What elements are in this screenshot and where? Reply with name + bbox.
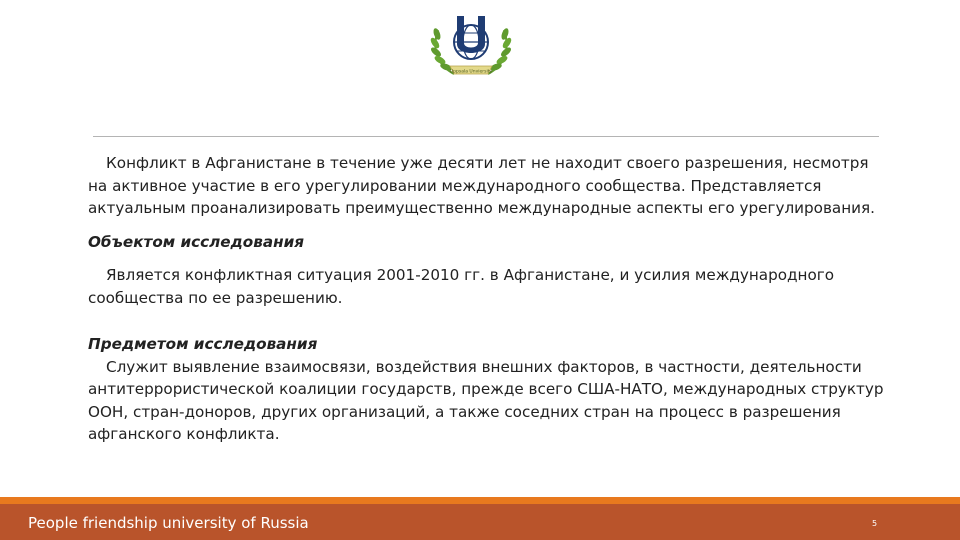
slide-content xyxy=(88,152,888,446)
slide-number: 5 xyxy=(872,519,878,528)
footer-university-name: People friendship university of Russia xyxy=(28,514,309,532)
footer-bar xyxy=(0,504,960,540)
logo-ribbon-text: Uppsala Unviersity xyxy=(449,69,493,75)
university-logo xyxy=(428,12,514,84)
accent-strip xyxy=(0,497,960,504)
intro-paragraph: Конфликт в Афганистане в течение уже десяти лет не находит своего разрешения, несмотря на активное участие в его урегулировании международного сообщества. Представляется актуальным проанализировать преимущественно международные аспекты его урегулирования. xyxy=(88,154,875,217)
object-paragraph: Является конфликтная ситуация 2001-2010 гг. в Афганистане, и усилия международного сообщества по ее разрешению. xyxy=(88,266,835,307)
divider-line xyxy=(93,136,879,137)
subject-paragraph: Служит выявление взаимосвязи, воздействия внешних факторов, в частности, деятельности антитеррористической коалиции государств, прежде всего США-НАТО, международных структур ООН, стран-доноров, других организаций, а также соседних стран на процесс в разрешения афганского конфликта. xyxy=(88,357,884,443)
object-heading: Объектом исследования xyxy=(88,232,304,251)
subject-heading: Предметом исследования xyxy=(88,335,318,353)
